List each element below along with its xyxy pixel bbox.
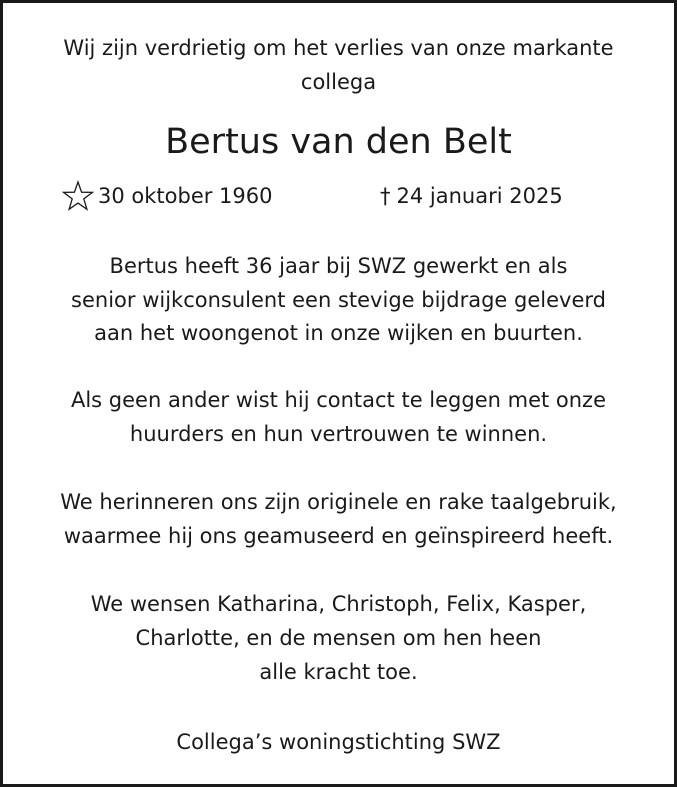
paragraph-4-line-3: alle kracht toe. xyxy=(259,660,418,684)
signature: Collega’s woningstichting SWZ xyxy=(176,730,501,754)
paragraph-2-line-1: Als geen ander wist hij contact te leggen met onze xyxy=(70,388,607,412)
paragraph-4-line-1: We wensen Katharina, Christoph, Felix, Kasper, xyxy=(90,592,587,616)
paragraph-1-line-1: Bertus heeft 36 jaar bij SWZ gewerkt en als xyxy=(109,254,568,278)
paragraph-1-line-2: senior wijkconsulent een stevige bijdrage geleverd xyxy=(71,288,606,312)
birth-date-text: 30 oktober 1960 xyxy=(98,184,273,208)
intro-line-1: Wij zijn verdrietig om het verlies van onze markante xyxy=(63,36,614,60)
death-date-text: 24 januari 2025 xyxy=(396,184,563,208)
star-icon xyxy=(62,180,94,212)
paragraph-1-line-3: aan het woongenot in onze wijken en buurten. xyxy=(94,321,583,345)
deceased-name: Bertus van den Belt xyxy=(165,122,512,162)
paragraph-3-line-1: We herinneren ons zijn originele en rake taalgebruik, xyxy=(60,490,617,514)
paragraph-2-line-2: huurders en hun vertrouwen te winnen. xyxy=(129,422,548,446)
paragraph-3-line-2: waarmee hij ons geamuseerd en geïnspireerd heeft. xyxy=(63,524,614,548)
intro-line-2: collega xyxy=(300,70,377,94)
cross-icon: † xyxy=(380,184,391,208)
paragraph-4-line-2: Charlotte, en de mensen om hen heen xyxy=(135,626,542,650)
birth-date xyxy=(62,180,273,212)
death-date xyxy=(380,180,563,212)
